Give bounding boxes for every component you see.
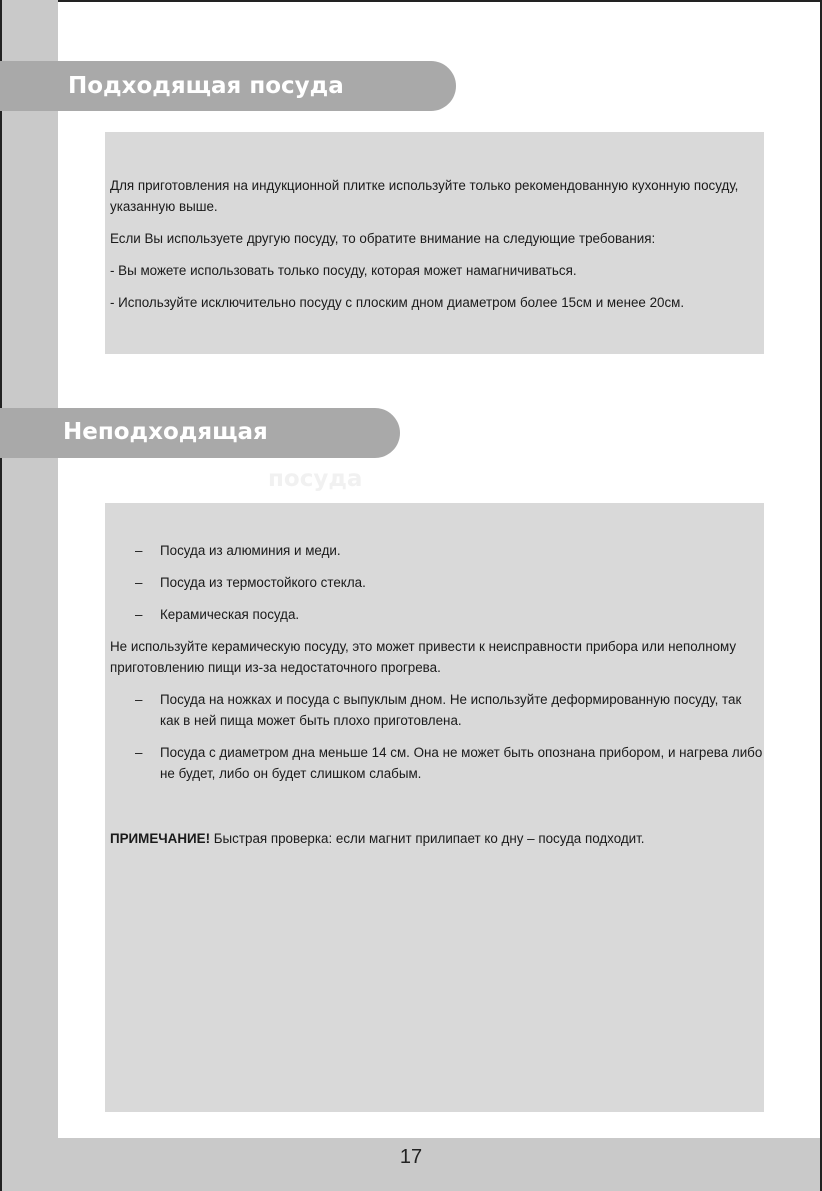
list-item-text: Посуда с диаметром дна меньше 14 см. Она не может быть опознана прибором, и нагрева либо не будет, либо он будет слишком слабым.: [160, 745, 763, 781]
list-item-text: Посуда на ножках и посуда с выпуклым дном. Не используйте деформированную посуду, так как в ней пища может быть плохо приготовлена.: [160, 692, 742, 728]
dash-bullet: –: [135, 607, 143, 622]
dash-bullet: –: [135, 575, 143, 590]
list-item-text: Посуда из термостойкого стекла.: [160, 575, 366, 590]
note-text: Быстрая проверка: если магнит прилипает ко дну – посуда подходит.: [210, 831, 645, 846]
dash-bullet: –: [135, 692, 143, 707]
page-number: 17: [399, 1146, 423, 1168]
side-stripe: [2, 0, 58, 1191]
dash-bullet: –: [135, 543, 143, 558]
note: [110, 828, 764, 849]
paragraph: - Вы можете использовать только посуду, которая может намагничиваться.: [110, 263, 577, 278]
section-title-unsuitable-overflow: посуда: [268, 466, 363, 492]
list-item: [110, 604, 764, 625]
paragraph: Если Вы используете другую посуду, то обратите внимание на следующие требования:: [110, 231, 656, 246]
list-item: [110, 540, 764, 561]
list-item: [110, 689, 764, 731]
list-item-text: Посуда из алюминия и меди.: [160, 543, 341, 558]
section-title-suitable: Подходящая посуда: [0, 61, 456, 111]
note-label: ПРИМЕЧАНИЕ!: [110, 831, 211, 846]
unsuitable-cookware-box: [105, 503, 764, 1112]
paragraph: - Используйте исключительно посуду с плоским дном диаметром более 15см и менее 20см.: [110, 295, 685, 310]
ceramic-warning: Не используйте керамическую посуду, это может привести к неисправности прибора или неполному приготовлению пищи из-за недостаточного прогрева.: [110, 639, 737, 675]
suitable-cookware-box: [105, 132, 764, 354]
list-item: [110, 742, 764, 784]
paragraph: Для приготовления на индукционной плитке используйте только рекомендованную кухонную посуду, указанную выше.: [110, 178, 739, 214]
list-item-text: Керамическая посуда.: [160, 607, 300, 622]
section-title-unsuitable: Неподходящая: [0, 408, 400, 458]
page-border-top: [0, 0, 822, 2]
list-item: [110, 572, 764, 593]
dash-bullet: –: [135, 745, 143, 760]
